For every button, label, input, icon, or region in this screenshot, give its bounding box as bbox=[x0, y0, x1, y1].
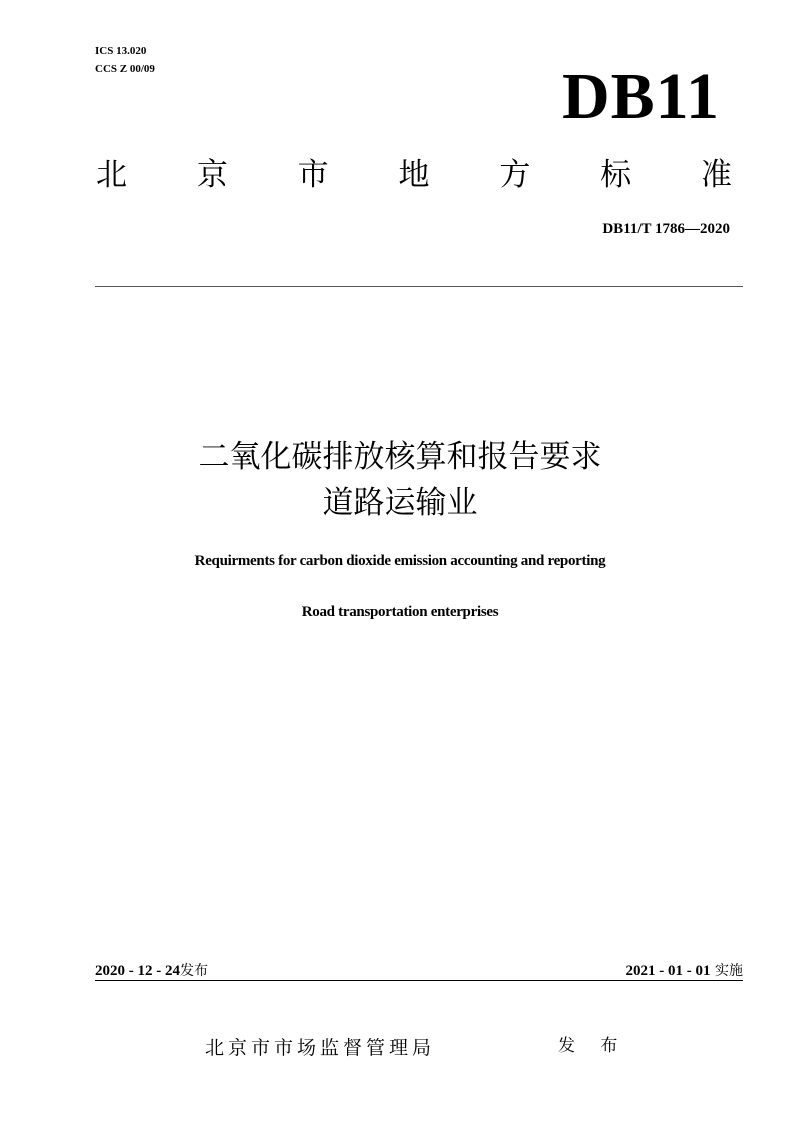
issue-date: 2020 - 12 - 24 bbox=[95, 963, 180, 979]
header-divider bbox=[95, 286, 743, 287]
db-code: DB11 bbox=[561, 60, 720, 133]
standard-category bbox=[96, 157, 732, 193]
issue-label: 发布 bbox=[180, 963, 208, 979]
publisher-name: 北京市市场监督管理局 bbox=[205, 1037, 436, 1059]
org-char: 准 bbox=[700, 157, 732, 193]
chinese-title-line2: 道路运输业 bbox=[322, 485, 478, 521]
date-bar bbox=[95, 960, 743, 981]
issue-date-block bbox=[95, 960, 208, 980]
chinese-title-line1: 二氧化碳排放核算和报告要求 bbox=[198, 439, 602, 475]
effective-date: 2021 - 01 - 01 bbox=[625, 963, 711, 979]
org-char: 京 bbox=[196, 157, 228, 193]
publisher-action: 发 布 bbox=[558, 1036, 628, 1056]
standard-number: DB11/T 1786—2020 bbox=[602, 221, 730, 237]
org-char: 北 bbox=[96, 157, 127, 193]
english-title-line2: Road transportation enterprises bbox=[301, 604, 499, 620]
org-char: 地 bbox=[398, 157, 430, 193]
org-char: 市 bbox=[297, 157, 329, 193]
effective-label: 实施 bbox=[715, 963, 743, 979]
ics-code: ICS 13.020 bbox=[95, 45, 147, 57]
english-title-line1: Requirments for carbon dioxide emission accounting and reporting bbox=[194, 553, 606, 569]
classification-codes bbox=[95, 42, 155, 78]
org-char: 标 bbox=[600, 157, 632, 193]
effective-date-block bbox=[626, 960, 743, 980]
org-char: 方 bbox=[499, 157, 531, 193]
chinese-title bbox=[0, 434, 800, 526]
ccs-code: CCS Z 00/09 bbox=[95, 63, 155, 75]
